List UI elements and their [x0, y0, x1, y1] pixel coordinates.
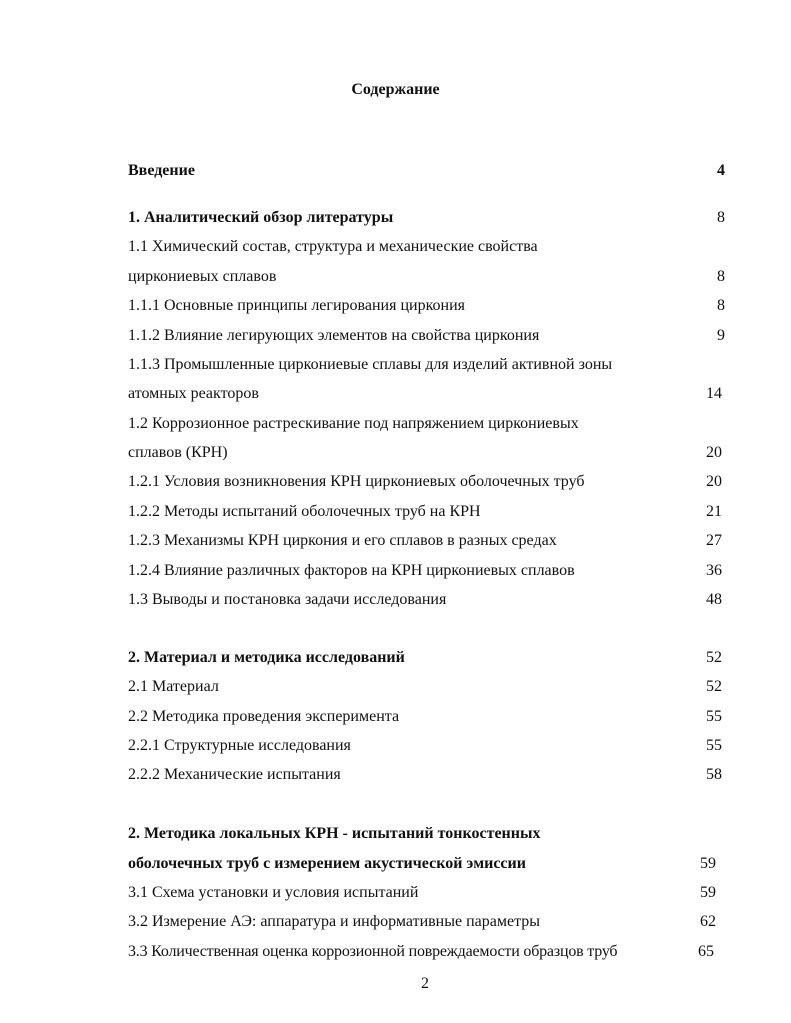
toc-entry: 1.2.4 Влияние различных факторов на КРН циркониевых сплавов: [128, 562, 575, 579]
toc-entry-chapter-3-cont: оболочечных труб с измерением акустической эмиссии: [128, 855, 526, 872]
toc-page: 4: [717, 162, 725, 179]
toc-entry: 1.2.3 Механизмы КРН циркония и его сплавов в разных средах: [128, 532, 557, 549]
toc-page: 36: [706, 562, 722, 579]
toc-page: 14: [706, 385, 722, 402]
toc-entry: 2.2.2 Механические испытания: [128, 766, 341, 783]
toc-page: 65: [698, 943, 714, 960]
page-number: 2: [421, 975, 429, 992]
toc-page: 8: [717, 297, 725, 314]
toc-page: 8: [717, 209, 725, 226]
toc-page: 52: [706, 649, 722, 666]
toc-entry: 1.1.2 Влияние легирующих элементов на свойства циркония: [128, 327, 540, 344]
toc-page: 20: [706, 473, 722, 490]
toc-page: 8: [717, 268, 725, 285]
toc-page: 9: [717, 327, 725, 344]
toc-entry: 1.3 Выводы и постановка задачи исследования: [128, 591, 447, 608]
toc-entry: 1.2.1 Условия возникновения КРН циркониевых оболочечных труб: [128, 473, 585, 490]
toc-page: 59: [700, 884, 716, 901]
toc-page: 52: [706, 678, 722, 695]
toc-entry: 1.2.2 Методы испытаний оболочечных труб на КРН: [128, 503, 481, 520]
toc-page: 20: [706, 444, 722, 461]
toc-page: 55: [706, 708, 722, 725]
toc-entry: 2.2.1 Структурные исследования: [128, 737, 351, 754]
toc-entry-chapter-3: 2. Методика локальных КРН - испытаний тонкостенных: [128, 825, 541, 842]
toc-page: 27: [706, 532, 722, 549]
toc-entry-chapter-1: 1. Аналитический обзор литературы: [128, 209, 394, 226]
toc-entry: циркониевых сплавов: [128, 268, 277, 285]
toc-page: 55: [706, 737, 722, 754]
toc-page: 58: [706, 766, 722, 783]
toc-page: 62: [700, 913, 716, 930]
toc-entry-intro: Введение: [128, 162, 195, 179]
toc-entry: 3.3 Количественная оценка коррозионной повреждаемости образцов труб: [128, 943, 618, 960]
toc-entry: 2.2 Методика проведения эксперимента: [128, 708, 400, 725]
toc-entry: сплавов (КРН): [128, 444, 228, 461]
toc-page: 21: [706, 503, 722, 520]
toc-entry: атомных реакторов: [128, 385, 259, 402]
toc-entry-chapter-2: 2. Материал и методика исследований: [128, 649, 405, 666]
toc-entry: 2.1 Материал: [128, 678, 219, 695]
toc-entry: 1.1.3 Промышленные циркониевые сплавы для изделий активной зоны: [128, 356, 613, 373]
toc-entry: 3.1 Схема установки и условия испытаний: [128, 884, 419, 901]
page-title: Содержание: [351, 81, 440, 98]
toc-entry: 3.2 Измерение АЭ: аппаратура и информативные параметры: [128, 913, 541, 930]
toc-page: 48: [706, 591, 722, 608]
toc-entry: 1.1.1 Основные принципы легирования циркония: [128, 297, 466, 314]
toc-page: 59: [700, 855, 716, 872]
toc-entry: 1.2 Коррозионное растрескивание под напряжением циркониевых: [128, 415, 579, 432]
toc-entry: 1.1 Химический состав, структура и механические свойства: [128, 238, 538, 255]
